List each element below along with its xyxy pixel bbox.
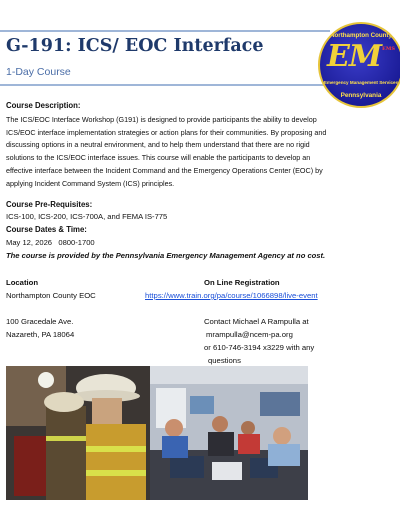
- dates-value: May 12, 2026 0800-1700: [6, 238, 95, 247]
- description-heading: Course Description:: [6, 101, 81, 110]
- prerequisites-heading: Course Pre-Requisites:: [6, 200, 93, 209]
- registration-link[interactable]: https://www.train.org/pa/course/1066898/live-event: [145, 291, 318, 300]
- dates-heading: Course Dates & Time:: [6, 225, 87, 234]
- header-bottom-rule: [0, 84, 330, 86]
- cost-note: The course is provided by the Pennsylvania Emergency Management Agency at no cost.: [6, 251, 326, 260]
- description-body: The ICS/EOC Interface Workshop (G191) is designed to provide participants the ability to develop ICS/EOC interface implementation strategies or action plans for their communities. By proposing and discussing options in a neutral environment, and to help them understand that there are no rigid solutions to the ICS/EOC interface issues. This course will enable the participants to develop an effective interface between the Incident Command and the Emergency Operations Center (EOC) by applying Incident Command System (ICS) principles.: [6, 115, 327, 188]
- header-top-rule: [0, 30, 330, 32]
- logo-em-letters: [320, 39, 400, 74]
- firefighter-photo-art: [6, 366, 150, 500]
- firefighter-photo: [6, 366, 150, 500]
- contact-questions: questions: [208, 356, 241, 365]
- logo-em-text: EM: [326, 39, 382, 74]
- address-line-2: Nazareth, PA 18064: [6, 330, 75, 339]
- contact-email[interactable]: mrampulla@ncem-pa.org: [206, 330, 293, 339]
- prerequisites-value: ICS-100, ICS-200, ICS-700A, and FEMA IS-775: [6, 212, 168, 221]
- page-title: G-191: ICS/ EOC Interface: [6, 36, 264, 56]
- eoc-room-photo: [150, 366, 308, 500]
- location-heading: Location: [6, 278, 39, 287]
- logo-state-text: Pennsylvania: [340, 92, 382, 99]
- location-name: Northampton County EOC: [6, 291, 96, 300]
- registration-heading: On Line Registration: [204, 278, 280, 287]
- northampton-em-logo: [318, 22, 400, 108]
- logo-ems-text: EMS: [382, 46, 396, 52]
- address-line-1: 100 Gracedale Ave.: [6, 317, 74, 326]
- logo-services-text: Emergency Management Services: [323, 80, 399, 85]
- contact-line: Contact Michael A Rampulla at: [204, 317, 309, 326]
- eoc-room-photo-art: [150, 366, 308, 500]
- logo-county-text: Northampton County: [330, 32, 392, 39]
- course-length-subtitle: 1-Day Course: [6, 66, 71, 78]
- contact-phone: or 610-746-3194 x3229 with any: [204, 343, 315, 352]
